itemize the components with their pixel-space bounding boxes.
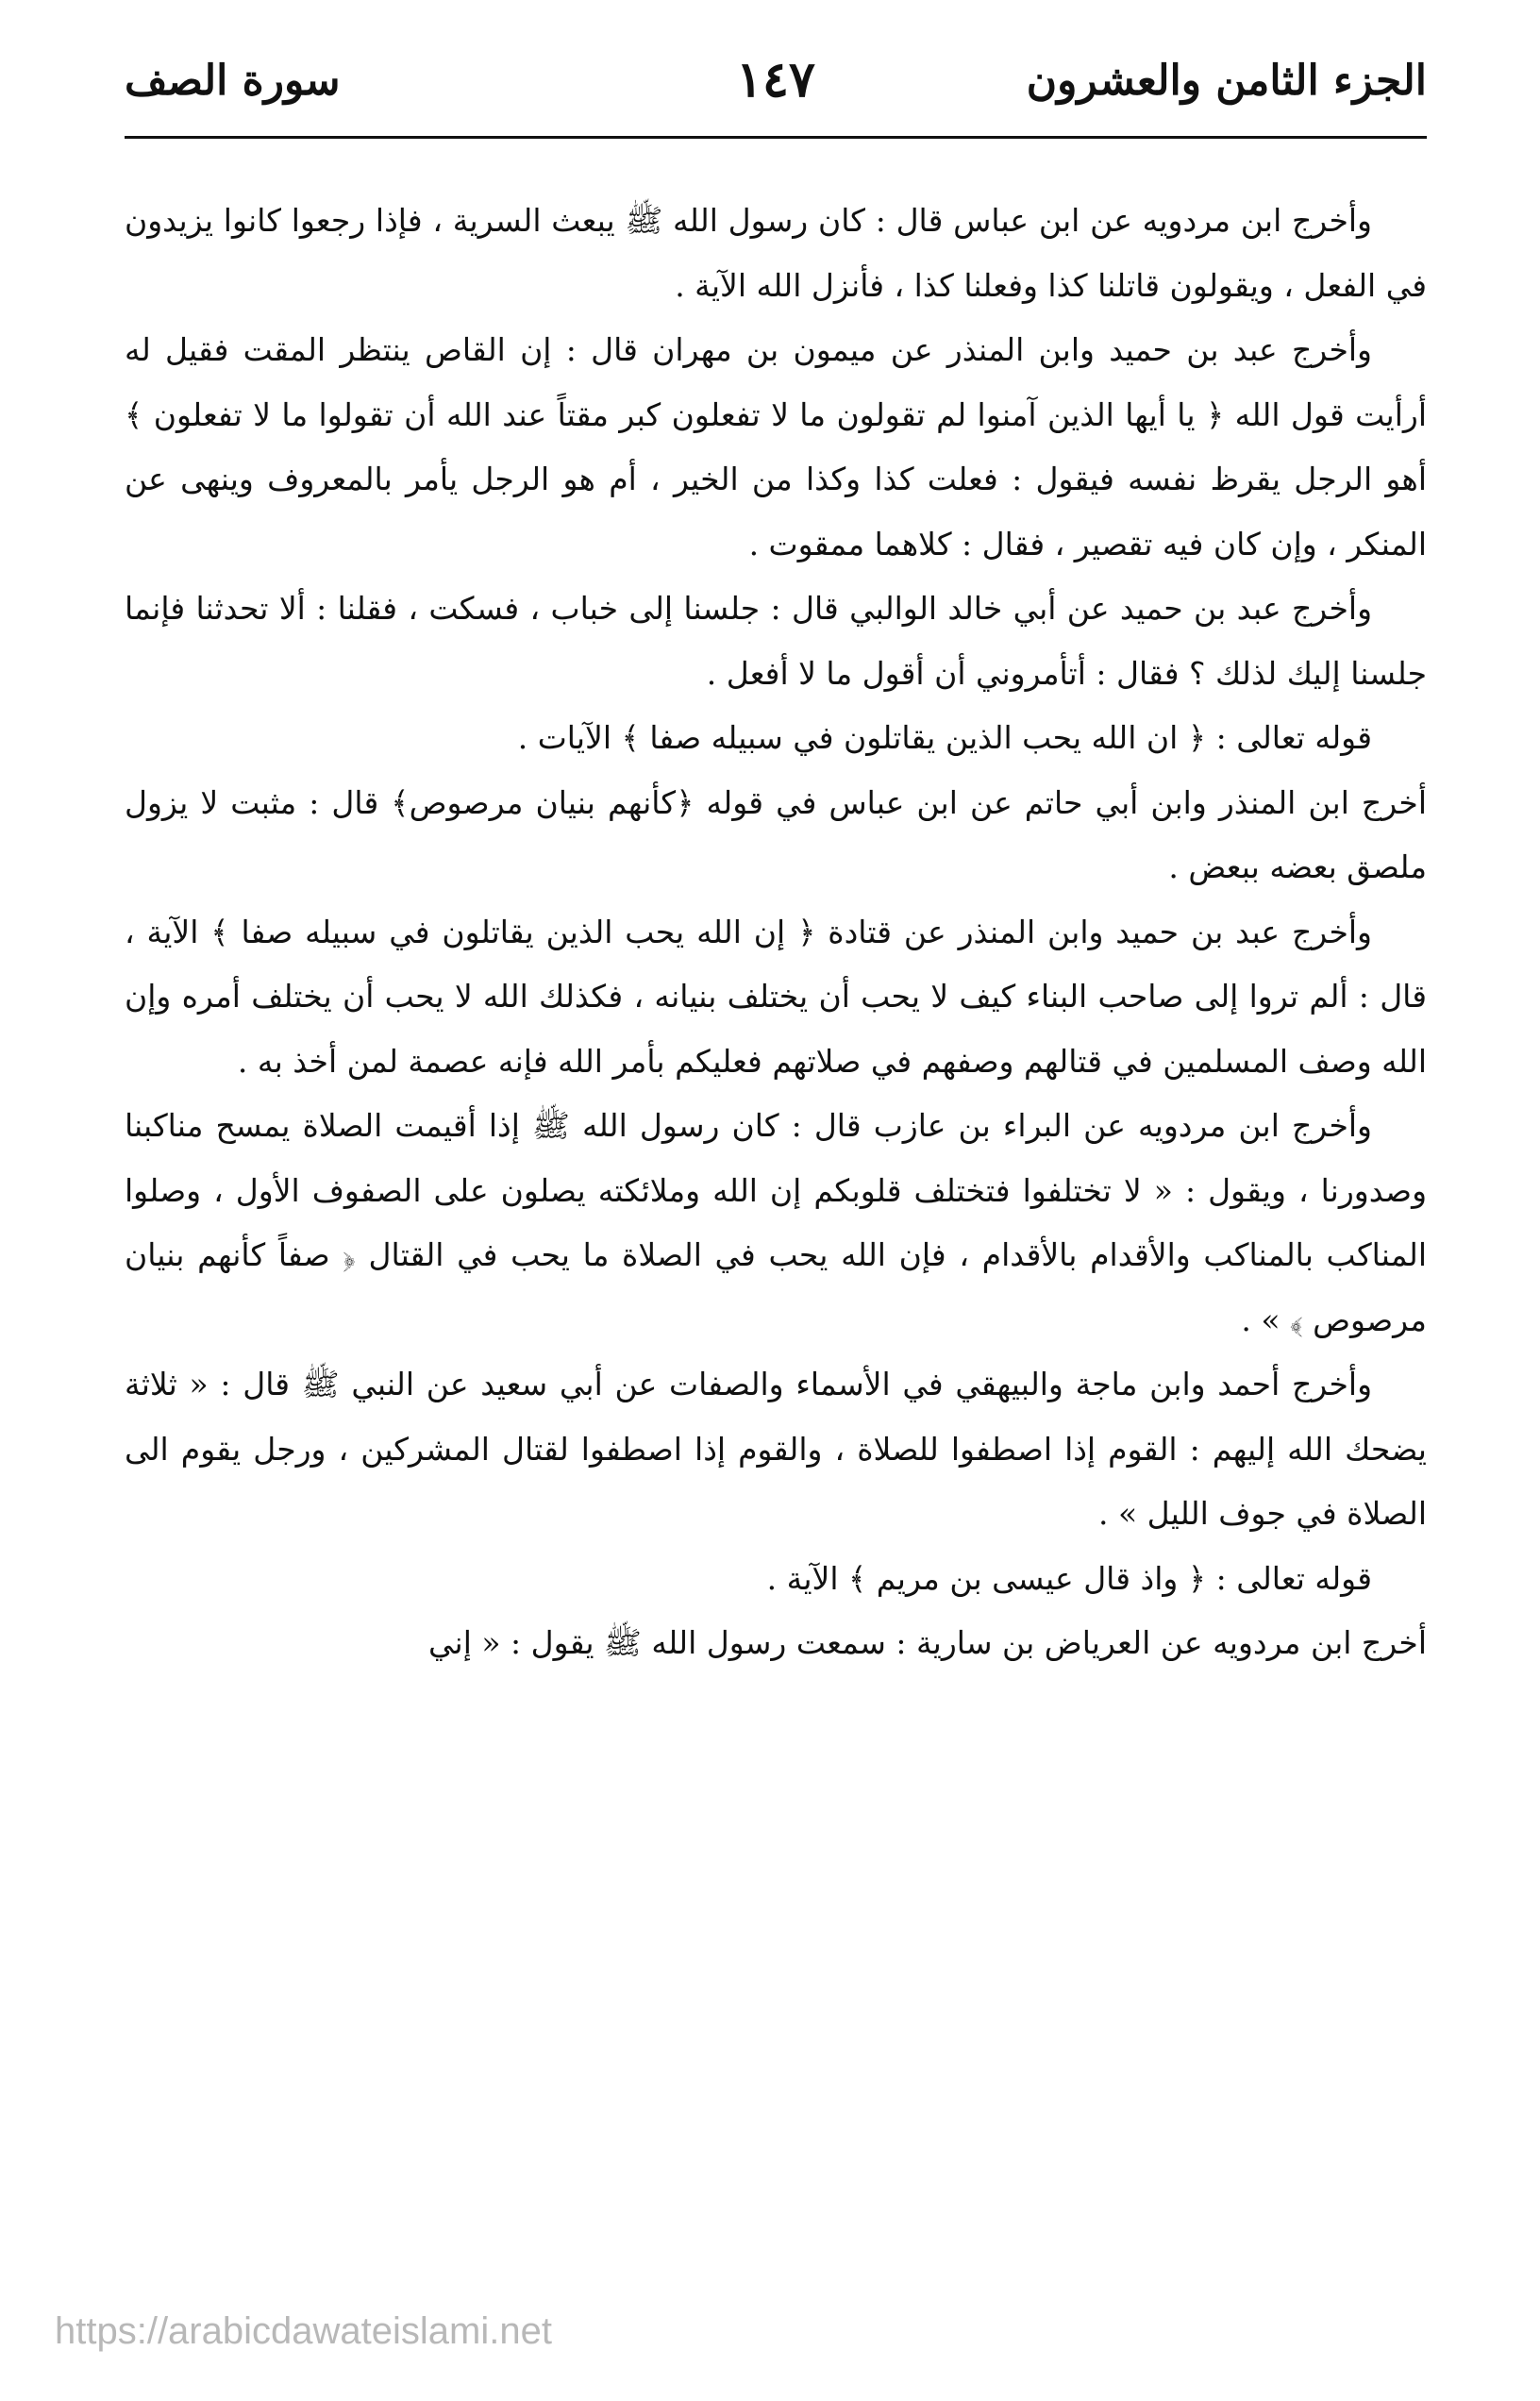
page-body <box>125 189 1427 1676</box>
paragraph: وأخرج ابن مردويه عن ابن عباس قال : كان رسول الله ﷺ يبعث السرية ، فإذا رجعوا كانوا يزيدون في الفعل ، ويقولون قاتلنا كذا وفعلنا كذا ، فأنزل الله الآية . <box>125 202 1427 304</box>
paragraph: وأخرج عبد بن حميد وابن المنذر عن ميمون بن مهران قال : إن القاص ينتظر المقت فقيل له أرأيت قول الله ﴿ يا أيها الذين آمنوا لم تقولون ما لا تفعلون كبر مقتاً عند الله أن تقولوا ما لا تفعلون ﴾ أهو الرجل يقرظ نفسه فيقول : فعلت كذا وكذا من الخير ، أم هو الرجل يأمر بالمعروف وينهى عن المنكر ، وإن كان فيه تقصير ، فقال : كلاهما ممقوت . <box>125 331 1427 562</box>
page-header <box>125 47 1427 132</box>
paragraph: قوله تعالى : ﴿ ان الله يحب الذين يقاتلون في سبيله صفا ﴾ الآيات . <box>517 719 1372 756</box>
header-divider <box>125 136 1427 139</box>
paragraph: وأخرج أحمد وابن ماجة والبيهقي في الأسماء والصفات عن أبي سعيد عن النبي ﷺ قال : « ثلاثة يضحك الله إليهم : القوم إذا اصطفوا للصلاة ، والقوم إذا اصطفوا لقتال المشركين ، ورجل يقوم الى الصلاة في جوف الليل » . <box>125 1366 1427 1532</box>
watermark: https://arabicdawateislami.net <box>55 2310 552 2352</box>
paragraph: وأخرج عبد بن حميد عن أبي خالد الوالبي قال : جلسنا إلى خباب ، فسكت ، فقلنا : ألا تحدثنا فإنما جلسنا إليك لذلك ؟ فقال : أتأمروني أن أقول ما لا أفعل . <box>125 590 1427 692</box>
paragraph: قوله تعالى : ﴿ واذ قال عيسى بن مريم ﴾ الآية . <box>766 1559 1372 1597</box>
page-number: ١٤٧ <box>736 51 815 109</box>
part-title: الجزء الثامن والعشرون <box>1026 57 1427 105</box>
paragraph: أخرج ابن مردويه عن العرياض بن سارية : سمعت رسول الله ﷺ يقول : « إني <box>428 1624 1427 1661</box>
paragraph: وأخرج عبد بن حميد وابن المنذر عن قتادة ﴿ إن الله يحب الذين يقاتلون في سبيله صفا ﴾ الآية ، قال : ألم تروا إلى صاحب البناء كيف لا يحب أن يختلف بنيانه ، فكذلك الله لا يحب أن يختلف أمره وإن الله وصف المسلمين في قتالهم وصفهم في صلاتهم فعليكم بأمر الله فإنه عصمة لمن أخذ به . <box>125 913 1427 1080</box>
surah-title: سورة الصف <box>125 57 341 105</box>
paragraph: وأخرج ابن مردويه عن البراء بن عازب قال : كان رسول الله ﷺ إذا أقيمت الصلاة يمسح مناكبنا وصدورنا ، ويقول : « لا تختلفوا فتختلف قلوبكم إن الله وملائكته يصلون على الصفوف الأول ، وصلوا المناكب بالمناكب والأقدام بالأقدام ، فإن الله يحب في الصلاة ما يحب في القتال ﴿ صفاً كأنهم بنيان مرصوص ﴾ » . <box>125 1107 1427 1338</box>
paragraph: أخرج ابن المنذر وابن أبي حاتم عن ابن عباس في قوله ﴿كأنهم بنيان مرصوص﴾ قال : مثبت لا يزول ملصق بعضه ببعض . <box>125 783 1427 885</box>
